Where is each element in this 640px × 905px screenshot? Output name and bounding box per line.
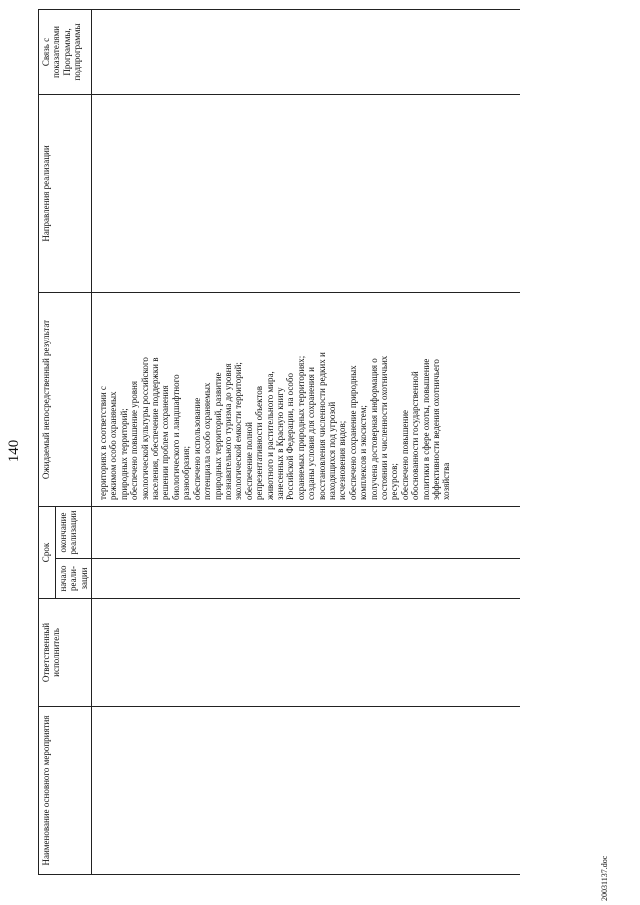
- result-line: находящихся под угрозой: [326, 401, 337, 500]
- header-term-start: начало реали-зации: [56, 559, 92, 599]
- result-line: биологического и ландшафтного: [170, 374, 181, 500]
- header-directions: Направления реализации: [39, 94, 92, 292]
- result-line: эффективности ведения охотничьего: [431, 359, 442, 500]
- result-line: животного и растительного мира,: [264, 371, 275, 500]
- cell-link: [92, 9, 521, 94]
- result-line: получена достоверная информация о: [368, 358, 379, 500]
- result-line: познавательного туризма до уровня: [222, 363, 233, 500]
- result-line: разнообразия;: [181, 446, 192, 500]
- result-line: решении проблем сохранения: [160, 385, 171, 500]
- result-line: населения, обеспечение поддержки в: [150, 357, 161, 500]
- result-line: хозяйства: [441, 462, 452, 500]
- result-line: репрезентативности объектов: [254, 386, 265, 500]
- cell-result: [92, 292, 521, 506]
- result-line: занесенных в Красную книгу: [274, 387, 285, 500]
- result-line: обеспечено повышение уровня: [129, 381, 140, 500]
- cell-term-start: [92, 559, 521, 599]
- result-line: Российской Федерации, на особо: [285, 373, 296, 500]
- cell-measure: [92, 707, 521, 875]
- result-line: потенциала особо охраняемых: [202, 382, 213, 500]
- result-line: природных территорий, развитие: [212, 372, 223, 500]
- header-term-end: окончание реализации: [56, 506, 92, 558]
- result-line: природных территорий;: [118, 408, 129, 500]
- result-line: состоянии и численности охотничьих: [379, 355, 389, 500]
- result-line: обеспечено повышение: [399, 409, 410, 500]
- table-row: [92, 9, 521, 874]
- file-name: 20031137.doc: [600, 855, 609, 901]
- result-line: восстановления численности редких и: [316, 352, 327, 500]
- header-result: Ожидаемый непосредственный результат: [39, 292, 92, 506]
- cell-directions: [92, 94, 521, 292]
- result-line: комплексов и экосистем;: [358, 405, 369, 500]
- result-line: созданы условия для сохранения и: [306, 367, 317, 500]
- header-executor: Ответственный исполнитель: [39, 599, 92, 707]
- result-line: обоснованности государственной: [410, 371, 421, 500]
- result-text: [98, 296, 452, 500]
- result-line: политики в сфере охоты, повышение: [420, 358, 431, 500]
- table-header-row: [39, 9, 56, 874]
- cell-executor: [92, 599, 521, 707]
- result-line: исчезновения видов;: [337, 420, 348, 500]
- result-line: обеспечено использование: [191, 397, 202, 500]
- result-line: территориях в соответствии с: [98, 386, 109, 500]
- cell-term-end: [92, 506, 521, 558]
- result-line: ресурсов;: [389, 463, 400, 500]
- result-line: охраняемых природных территориях;: [295, 355, 306, 500]
- result-line: обеспечено сохранение природных: [347, 365, 358, 500]
- result-line: экологической культуры российского: [139, 357, 150, 500]
- header-term: Срок: [39, 506, 56, 598]
- measures-table: [38, 9, 520, 875]
- result-line: экологической емкости территорий;: [233, 362, 244, 500]
- result-line: обеспечение полной: [243, 422, 254, 500]
- page-number: 140: [6, 439, 22, 463]
- result-line: режимом особо охраняемых: [108, 391, 119, 500]
- header-measure: Наименование основного мероприятия: [39, 707, 92, 875]
- header-link: Связь с показателями Программы, подпрограммы: [39, 9, 92, 94]
